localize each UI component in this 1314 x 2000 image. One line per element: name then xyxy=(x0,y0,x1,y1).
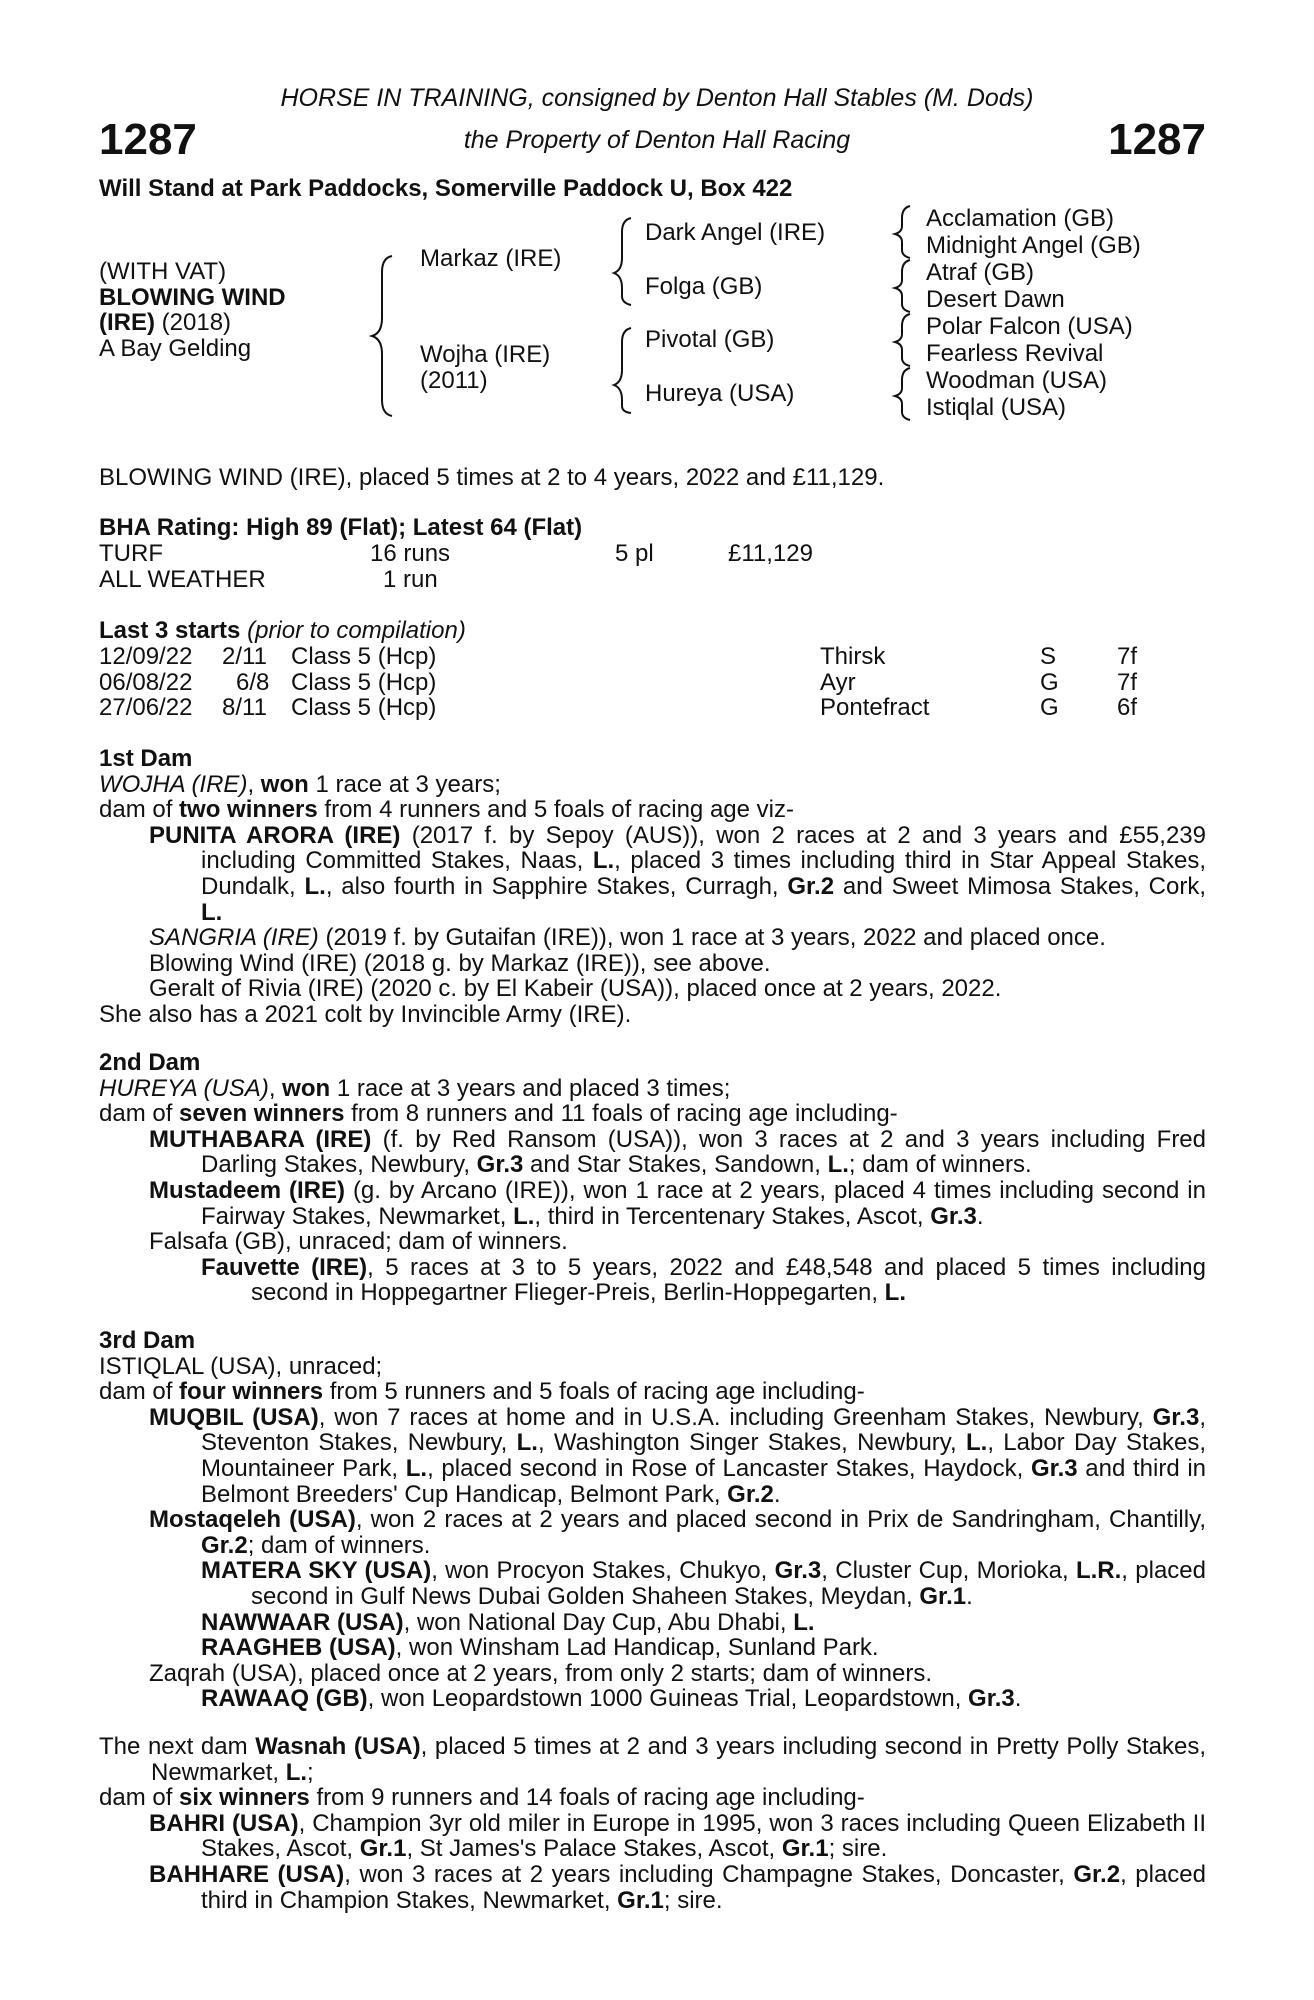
lot-number-right: 1287 xyxy=(1108,115,1206,164)
grade: L.R. xyxy=(1075,1557,1122,1585)
pedigree-dss: Polar Falcon (USA) xyxy=(926,313,1133,340)
second-dam-heading: 2nd Dam xyxy=(99,1049,201,1076)
pedigree-sdd: Desert Dawn xyxy=(926,286,1065,313)
text: from 4 runners and 5 foals of racing age viz- xyxy=(317,796,794,824)
pedigree-sds: Atraf (GB) xyxy=(926,259,1035,286)
pedigree-dd: Hureya (USA) xyxy=(645,380,795,407)
grade: L. xyxy=(592,847,615,875)
start-position: 6/8 xyxy=(236,669,270,696)
text: , won Procyon Stakes, Chukyo, xyxy=(431,1557,775,1585)
grade: L. xyxy=(304,872,326,900)
grade: Gr.3 xyxy=(774,1557,822,1585)
third-dam-section xyxy=(99,1328,1206,1712)
grand-offspring-name: Fauvette (IRE) xyxy=(201,1253,368,1281)
start-class: Class 5 (Hcp) xyxy=(291,694,437,721)
text: , won Leopardstown 1000 Guineas Trial, Leopardstown, xyxy=(367,1685,969,1713)
horse-name: BLOWING WIND xyxy=(99,283,286,311)
first-dam-section xyxy=(99,746,1206,1028)
start-date: 27/06/22 xyxy=(99,694,193,721)
start-class: Class 5 (Hcp) xyxy=(291,669,437,696)
text: , placed third in Champion Stakes, Newmarket, xyxy=(201,1860,1207,1914)
text: ; dam of winners. xyxy=(848,1151,1032,1179)
grade: Gr.2 xyxy=(727,1480,774,1508)
grade: Gr.2 xyxy=(1073,1860,1121,1888)
text: from 5 runners and 5 foals of racing age including- xyxy=(323,1378,865,1406)
start-course: Ayr xyxy=(820,669,856,696)
offspring-name: Mustadeem (IRE) xyxy=(149,1176,345,1204)
pedigree-ss: Dark Angel (IRE) xyxy=(645,219,826,246)
start-distance: 6f xyxy=(1117,694,1138,721)
grade: Gr.3 xyxy=(476,1151,524,1179)
grade: L. xyxy=(285,1758,308,1786)
pedigree-ssd: Midnight Angel (GB) xyxy=(926,232,1141,259)
text: , won 7 races at home and in U.S.A. including Greenham Stakes, Newbury, xyxy=(318,1403,1153,1431)
grade: Gr.1 xyxy=(617,1886,664,1914)
surface: ALL WEATHER xyxy=(99,566,266,593)
text: , St James's Palace Stakes, Ascot, xyxy=(406,1835,782,1863)
first-dam-heading: 1st Dam xyxy=(99,745,193,772)
prize-money: £11,129 xyxy=(728,540,813,567)
text: dam of xyxy=(99,1784,180,1812)
pedigree-dds: Woodman (USA) xyxy=(926,367,1107,394)
text: , Steventon Stakes, Newbury, xyxy=(201,1403,1206,1457)
consignor-line: HORSE IN TRAINING, consigned by Denton Hall Stables (M. Dods) xyxy=(280,84,1034,112)
pedigree-dsd: Fearless Revival xyxy=(926,340,1104,367)
brace-ds xyxy=(895,314,910,366)
horse-description: A Bay Gelding xyxy=(99,334,252,362)
text: , placed second in Gulf News Dubai Golden Shaheen Stakes, Meydan, xyxy=(251,1557,1206,1610)
grand-offspring-name: NAWWAAR (USA) xyxy=(201,1608,404,1636)
start-position: 8/11 xyxy=(222,694,267,721)
dam-name: HUREYA (USA) xyxy=(99,1074,269,1102)
brace-ss xyxy=(895,206,910,258)
text: and Star Stakes, Sandown, xyxy=(523,1151,828,1179)
next-dam-section xyxy=(99,1734,1206,1913)
text: . xyxy=(1014,1685,1022,1713)
dam-name: Wasnah (USA) xyxy=(255,1733,421,1760)
text: (g. by Arcano (IRE)), won 1 race at 2 years, placed 4 times including second in Fairway Stakes, Newmarket, xyxy=(201,1176,1206,1230)
start-date: 06/08/22 xyxy=(99,669,193,696)
foal-note: She also has a 2021 colt by Invincible Army (IRE). xyxy=(99,1000,632,1028)
text: , won National Day Cup, Abu Dhabi, xyxy=(403,1608,794,1636)
text: , Washington Singer Stakes, Newbury, xyxy=(537,1429,966,1457)
start-going: G xyxy=(1040,694,1059,721)
text: . xyxy=(976,1202,984,1230)
text: , Champion 3yr old miler in Europe in 1995, won 3 races including Queen Elizabeth II Stakes, Ascot, xyxy=(201,1809,1206,1863)
text: from 9 runners and 14 foals of racing age including- xyxy=(309,1784,865,1812)
grade: L. xyxy=(827,1151,849,1179)
pedigree-sire: Markaz (IRE) xyxy=(420,245,562,272)
winners-count: four winners xyxy=(179,1378,324,1406)
pedigree-dam: Wojha (IRE) xyxy=(420,341,551,368)
text: 1 race at 3 years; xyxy=(308,770,501,798)
offspring-name: BAHHARE (USA) xyxy=(149,1860,345,1888)
runs: 16 runs xyxy=(370,540,451,567)
offspring-line: Falsafa (GB), unraced; dam of winners. xyxy=(149,1228,568,1256)
text: , also fourth in Sapphire Stakes, Curragh, xyxy=(325,872,788,900)
text: , placed second in Rose of Lancaster Stakes, Haydock, xyxy=(427,1454,1031,1482)
offspring-name: PUNITA ARORA (IRE) xyxy=(149,821,401,849)
horse-suffix: (IRE) xyxy=(99,309,155,337)
placings: 5 pl xyxy=(615,540,654,567)
brace-gen1 xyxy=(372,256,392,416)
text: and Sweet Mimosa Stakes, Cork, xyxy=(834,872,1206,900)
text: ; xyxy=(307,1758,314,1786)
start-class: Class 5 (Hcp) xyxy=(291,643,437,670)
grade: Gr.3 xyxy=(1030,1454,1078,1482)
grade: L. xyxy=(884,1279,906,1307)
offspring-line: Zaqrah (USA), placed once at 2 years, from only 2 starts; dam of winners. xyxy=(149,1659,932,1687)
grade: L. xyxy=(201,898,223,926)
grand-offspring-name: RAWAAQ (GB) xyxy=(201,1685,368,1713)
grade: L. xyxy=(516,1429,538,1457)
brace-sd xyxy=(895,260,910,312)
won-label: won xyxy=(282,1074,331,1102)
dam-line: ISTIQLAL (USA), unraced; xyxy=(99,1352,383,1380)
offspring-line: Blowing Wind (IRE) (2018 g. by Markaz (IRE)), see above. xyxy=(149,949,771,977)
text: , won Winsham Lad Handicap, Sunland Park. xyxy=(395,1634,879,1662)
text: , won 3 races at 2 years including Champagne Stakes, Doncaster, xyxy=(344,1860,1074,1888)
start-course: Pontefract xyxy=(820,694,930,721)
text: ; sire. xyxy=(828,1835,888,1863)
location-line: Will Stand at Park Paddocks, Somerville Paddock U, Box 422 xyxy=(99,175,793,202)
grade: Gr.2 xyxy=(201,1531,248,1559)
grade: L. xyxy=(965,1429,988,1457)
grade: L. xyxy=(405,1454,428,1482)
grade: Gr.3 xyxy=(930,1202,977,1230)
bha-rating: BHA Rating: High 89 (Flat); Latest 64 (Flat) xyxy=(99,514,583,541)
text: . xyxy=(773,1480,781,1508)
third-dam-heading: 3rd Dam xyxy=(99,1327,196,1354)
text: , xyxy=(247,770,261,798)
last-starts-note: (prior to compilation) xyxy=(240,617,466,644)
text: . xyxy=(966,1582,973,1610)
brace-dam-line xyxy=(614,328,631,413)
race-summary: BLOWING WIND (IRE), placed 5 times at 2 to 4 years, 2022 and £11,129. xyxy=(99,464,885,491)
grade: Gr.1 xyxy=(781,1835,829,1863)
surface: TURF xyxy=(99,540,163,567)
runs: 1 run xyxy=(383,566,438,593)
brace-sire-line xyxy=(614,218,631,305)
grand-offspring-name: RAAGHEB (USA) xyxy=(201,1634,396,1662)
offspring-name: MUTHABARA (IRE) xyxy=(149,1125,372,1153)
brace-dd xyxy=(895,368,910,420)
text: (2017 f. by Sepoy (AUS)), won 2 races at 2 and 3 years and £55,239 including Committed Stakes, Naas, xyxy=(201,821,1206,875)
text: , placed 5 times at 2 and 3 years including second in Pretty Polly Stakes, Newmarket, xyxy=(151,1733,1207,1786)
start-date: 12/09/22 xyxy=(99,643,193,670)
pedigree-ddd: Istiqlal (USA) xyxy=(926,394,1067,421)
pedigree-sd: Folga (GB) xyxy=(645,273,763,300)
winners-count: six winners xyxy=(179,1784,310,1812)
last-starts-title: Last 3 starts xyxy=(99,617,241,644)
offspring-name: SANGRIA (IRE) xyxy=(149,924,319,952)
text: (f. by Red Ransom (USA)), won 3 races at 2 and 3 years including Fred Darling Stakes, Newbury, xyxy=(201,1125,1207,1179)
text: and third in Belmont Breeders' Cup Handicap, Belmont Park, xyxy=(201,1454,1207,1508)
text: , xyxy=(268,1074,283,1102)
lot-number-left: 1287 xyxy=(99,115,197,164)
grade: Gr.3 xyxy=(968,1685,1015,1713)
grade: Gr.1 xyxy=(359,1835,407,1863)
start-going: S xyxy=(1040,643,1057,670)
grade: Gr.1 xyxy=(919,1582,967,1610)
pedigree-ds: Pivotal (GB) xyxy=(645,326,775,353)
won-label: won xyxy=(260,770,309,798)
horse-year: (2018) xyxy=(155,309,232,337)
text: dam of xyxy=(99,1100,180,1128)
offspring-name: BAHRI (USA) xyxy=(149,1809,299,1837)
grade: L. xyxy=(793,1608,815,1636)
winners-count: seven winners xyxy=(179,1100,345,1128)
text: dam of xyxy=(99,796,180,824)
grand-offspring-name: MATERA SKY (USA) xyxy=(201,1557,432,1585)
winners-count: two winners xyxy=(179,796,318,824)
offspring-line: Geralt of Rivia (IRE) (2020 c. by El Kabeir (USA)), placed once at 2 years, 2022. xyxy=(149,975,1002,1003)
start-position: 2/11 xyxy=(222,643,267,670)
grade: L. xyxy=(513,1202,535,1230)
text: The next dam xyxy=(99,1733,256,1760)
last-starts-heading xyxy=(99,618,466,644)
text: dam of xyxy=(99,1378,180,1406)
text: 1 race at 3 years and placed 3 times; xyxy=(330,1074,731,1102)
vat-note: (WITH VAT) xyxy=(99,258,227,285)
text: , won 2 races at 2 years and placed second in Prix de Sandringham, Chantilly, xyxy=(355,1506,1206,1534)
start-distance: 7f xyxy=(1117,643,1138,670)
pedigree-braces xyxy=(0,0,1314,430)
text: from 8 runners and 11 foals of racing age including- xyxy=(344,1100,898,1128)
offspring-name: Mostaqeleh (USA) xyxy=(149,1506,356,1534)
second-dam-section xyxy=(99,1050,1206,1306)
text: ; dam of winners. xyxy=(247,1531,431,1559)
offspring-name: MUQBIL (USA) xyxy=(149,1403,319,1431)
text: , Labor Day Stakes, Mountaineer Park, xyxy=(201,1429,1206,1482)
text: (2019 f. by Gutaifan (IRE)), won 1 race at 3 years, 2022 and placed once. xyxy=(318,924,1106,952)
grade: Gr.2 xyxy=(787,872,835,900)
text: , third in Tercentenary Stakes, Ascot, xyxy=(534,1202,931,1230)
dam-name: WOJHA (IRE) xyxy=(99,770,248,798)
pedigree-sss: Acclamation (GB) xyxy=(926,205,1115,232)
pedigree-dam-year: (2011) xyxy=(420,367,488,394)
start-distance: 7f xyxy=(1117,669,1138,696)
grade: Gr.3 xyxy=(1152,1403,1200,1431)
property-line: the Property of Denton Hall Racing xyxy=(463,126,851,154)
text: , 5 races at 3 to 5 years, 2022 and £48,548 and placed 5 times including second in Hoppegartner Flieger-Preis, Berlin-Hoppegarten, xyxy=(251,1253,1206,1307)
start-course: Thirsk xyxy=(820,643,886,670)
text: , placed 3 times including third in Star Appeal Stakes, Dundalk, xyxy=(201,847,1206,900)
text: , Cluster Cup, Morioka, xyxy=(821,1557,1076,1585)
rating-row xyxy=(99,541,163,567)
text: ; sire. xyxy=(663,1886,723,1914)
start-going: G xyxy=(1040,669,1059,696)
